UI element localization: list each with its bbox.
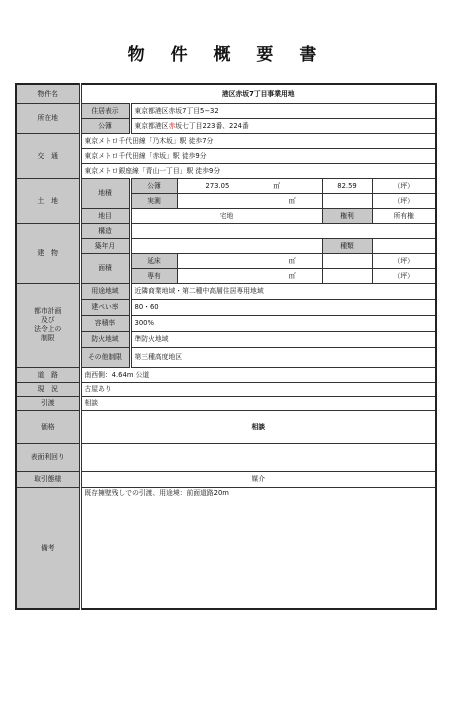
land-category-label: 地目 — [80, 208, 130, 223]
coverage-label: 建ぺい率 — [80, 299, 130, 315]
official-address-part: 坂七丁目223番、224番 — [175, 121, 249, 130]
building-private-tsubo — [322, 268, 372, 283]
building-type-value — [372, 238, 436, 253]
sqm-unit: ㎡ — [288, 196, 296, 205]
remarks-value: 既存擁壁残しでの引渡、用途境：前面道路20m — [80, 487, 436, 609]
transport-label: 交 通 — [16, 133, 80, 178]
status-label: 現 況 — [16, 382, 80, 396]
land-registry-label: 公簿 — [130, 178, 177, 193]
planning-label-line: 及び — [40, 316, 55, 324]
tsubo-unit: （坪） — [372, 268, 436, 283]
tsubo-unit: （坪） — [372, 193, 436, 208]
coverage-value: 80・60 — [130, 299, 436, 315]
price-value: 相談 — [80, 410, 436, 443]
fire-zone-label: 防火地域 — [80, 331, 130, 347]
status-value: 古屋あり — [80, 382, 436, 396]
residential-label: 住居表示 — [80, 103, 130, 118]
page-title: 物 件 概 要 書 — [127, 45, 327, 65]
far-value: 300% — [130, 315, 436, 331]
delivery-value: 相談 — [80, 396, 436, 410]
land-survey-tsubo — [322, 193, 372, 208]
property-summary-table — [15, 83, 437, 610]
planning-label — [16, 283, 80, 367]
planning-label-lines — [20, 307, 76, 343]
building-label: 建 物 — [16, 223, 80, 283]
land-label: 土 地 — [16, 178, 80, 223]
land-survey-label: 実測 — [130, 193, 177, 208]
other-restriction-value: 第三種高度地区 — [130, 347, 436, 367]
planning-label-line: 都市計画 — [34, 307, 62, 315]
tsubo-unit: （坪） — [372, 253, 436, 268]
price-label: 価格 — [16, 410, 80, 443]
building-private-sqm — [177, 268, 322, 283]
delivery-label: 引渡 — [16, 396, 80, 410]
sqm-unit: ㎡ — [288, 271, 296, 280]
building-floor-sqm — [177, 253, 322, 268]
land-survey-sqm — [177, 193, 322, 208]
fire-zone-value: 準防火地域 — [130, 331, 436, 347]
transaction-value: 媒介 — [80, 471, 436, 487]
land-registry-sqm — [177, 178, 322, 193]
land-rights-label: 権利 — [322, 208, 372, 223]
building-type-label: 種類 — [322, 238, 372, 253]
land-rights-value: 所有権 — [372, 208, 436, 223]
transport-line: 東京メトロ千代田線「乃木坂」駅 徒歩7分 — [80, 133, 436, 148]
building-built-label: 築年月 — [80, 238, 130, 253]
other-restriction-label: その他制限 — [80, 347, 130, 367]
building-built-value — [130, 238, 322, 253]
official-address-part: 東京都港区 — [134, 121, 169, 130]
land-category-value: 宅地 — [130, 208, 322, 223]
official-address-value — [130, 118, 436, 133]
building-structure-label: 構造 — [80, 223, 130, 238]
transport-line: 東京メトロ千代田線「赤坂」駅 徒歩9分 — [80, 148, 436, 163]
zoning-value: 近隣商業地域・第二種中高層住居専用地域 — [130, 283, 436, 299]
yield-label: 表面利回り — [16, 443, 80, 471]
building-structure-value — [130, 223, 436, 238]
building-floor-tsubo — [322, 253, 372, 268]
building-floor-label: 延床 — [130, 253, 177, 268]
property-name-value: 港区赤坂7丁目事業用地 — [80, 84, 436, 103]
building-area-label: 面積 — [80, 253, 130, 283]
land-area-label: 地積 — [80, 178, 130, 208]
official-address-label: 公簿 — [80, 118, 130, 133]
road-label: 道 路 — [16, 367, 80, 382]
land-registry-tsubo: 82.59 — [322, 178, 372, 193]
building-private-label: 専有 — [130, 268, 177, 283]
planning-label-line: 法令上の — [34, 325, 62, 333]
far-label: 容積率 — [80, 315, 130, 331]
official-address-highlight: 赤 — [168, 121, 176, 130]
transport-line: 東京メトロ銀座線「青山一丁目」駅 徒歩9分 — [80, 163, 436, 178]
location-label: 所在地 — [16, 103, 80, 133]
sqm-unit: ㎡ — [273, 181, 281, 190]
road-value: 南西側：4.64m 公道 — [80, 367, 436, 382]
sqm-unit: ㎡ — [288, 256, 296, 265]
property-name-label: 物件名 — [16, 84, 80, 103]
land-registry-sqm-value: 273.05 — [205, 181, 230, 190]
tsubo-unit: （坪） — [372, 178, 436, 193]
remarks-label: 備考 — [16, 487, 80, 609]
transaction-label: 取引態様 — [16, 471, 80, 487]
residential-value: 東京都港区赤坂7丁目5−32 — [130, 103, 436, 118]
yield-value — [80, 443, 436, 471]
planning-label-line: 制限 — [40, 334, 55, 342]
zoning-label: 用途地域 — [80, 283, 130, 299]
